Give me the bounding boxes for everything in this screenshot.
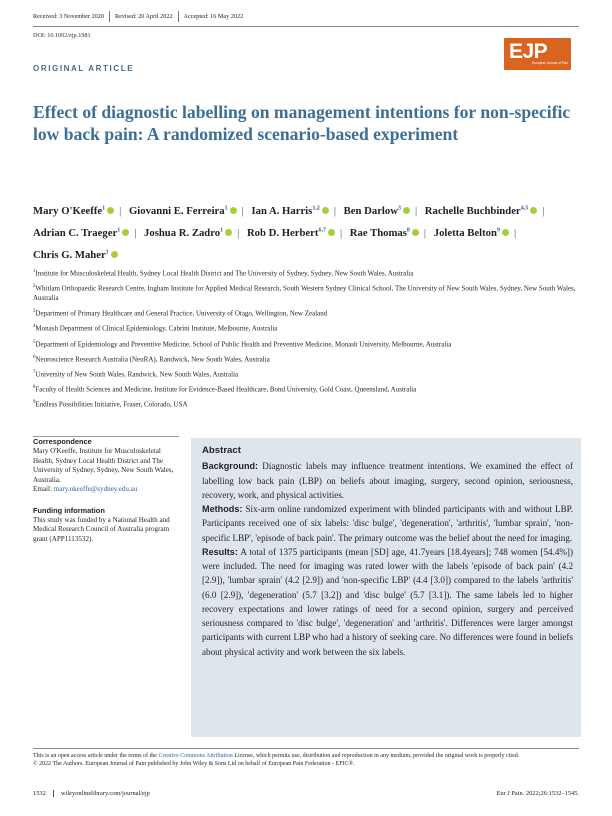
affiliation-item xyxy=(33,398,579,409)
author-affiliation-ref: 1 xyxy=(117,227,121,234)
author-separator: | xyxy=(333,204,336,217)
journal-citation: Eur J Pain. 2022;26:1532–1545. xyxy=(496,790,579,797)
funding-heading: Funding information xyxy=(33,505,105,515)
affiliation-number: 1 xyxy=(33,269,36,274)
orcid-icon[interactable] xyxy=(230,207,237,214)
correspondence-heading: Correspondence xyxy=(33,437,92,446)
orcid-icon[interactable] xyxy=(225,229,232,236)
author-name: Rae Thomas xyxy=(349,226,407,239)
author-affiliation-ref: 8 xyxy=(406,227,410,234)
orcid-icon[interactable] xyxy=(328,229,335,236)
author[interactable] xyxy=(247,227,335,239)
license-line-1 xyxy=(33,752,579,760)
author-name: Adrian C. Traeger xyxy=(33,226,118,239)
author-name: Mary O'Keeffe xyxy=(33,204,103,217)
affiliation-number: 4 xyxy=(33,324,36,330)
author-name: Giovanni E. Ferreira xyxy=(128,204,225,217)
author[interactable] xyxy=(434,227,509,239)
affiliation-item xyxy=(33,368,579,379)
abstract-heading: Abstract xyxy=(202,445,241,456)
results-label: Results: xyxy=(202,546,238,557)
author-separator: | xyxy=(423,226,427,239)
author[interactable] xyxy=(144,227,232,239)
methods-label: Methods: xyxy=(202,504,243,514)
abstract-background xyxy=(202,459,573,502)
orcid-icon[interactable] xyxy=(403,207,410,214)
affiliation-number: 8 xyxy=(33,384,36,390)
author[interactable] xyxy=(425,205,537,217)
author-separator: | xyxy=(119,204,122,217)
footer-rule xyxy=(33,748,579,749)
license-note xyxy=(33,752,579,769)
author-separator: | xyxy=(134,226,137,239)
author-list xyxy=(33,199,579,266)
affiliation-text: Department of Epidemiology and Preventive Medicine, School of Public Health and Preventive Medicine, Monash University, Melbourne, Australia xyxy=(35,339,452,348)
accepted-date: Accepted: 16 May 2022 xyxy=(183,13,244,20)
abstract-methods xyxy=(202,502,573,545)
affiliation-text: Monash Department of Clinical Epidemiology, Cabrini Institute, Melbourne, Australia xyxy=(35,324,278,333)
affiliation-text: University of New South Wales, Randwick, New South Wales, Australia xyxy=(35,370,239,379)
author-affiliation-ref: 1 xyxy=(220,227,224,234)
affiliation-number: 2 xyxy=(33,284,36,290)
orcid-icon[interactable] xyxy=(322,207,329,214)
orcid-icon[interactable] xyxy=(107,207,114,214)
results-text: A total of 1375 participants (mean [SD] age, 41.7years [18.4years]; 748 women [54.4%]) were included. The need for imaging was rated lower with the labels 'episode of back pain' (4.2 [2.9]), 'lumbar sprain' (4.2 [2.9]) and 'non-specific LBP' (4.4 [3.0]) compared to the labels 'arthritis' (6.0 [2.9]), 'degeneration' (5.7 [3.2]) and 'disc bulge' (5.7 [3.1]). The same labels led to higher recovery expectations and lower ratings of need for a second opinion, surgery and perceived seriousness compared to 'disc bulge', 'degeneration' and 'arthritis'. Differences were larger amongst participants with current LBP who had a history of seeking care. No differences were found in beliefs about physical activity and work between the six labels. xyxy=(202,546,573,657)
abstract-results xyxy=(202,545,573,659)
author[interactable] xyxy=(33,249,118,261)
author-name: Chris G. Maher xyxy=(33,249,106,262)
affiliation-item xyxy=(33,307,579,318)
affiliation-number: 6 xyxy=(33,354,36,360)
affiliation-text: Faculty of Health Sciences and Medicine, Institute for Evidence-Based Healthcare, Bond University, Gold Coast, Queensland, Australia xyxy=(35,385,417,394)
affiliation-number: 5 xyxy=(33,339,36,345)
author-name: Ian A. Harris xyxy=(251,204,313,217)
author[interactable] xyxy=(344,205,410,217)
background-text: Diagnostic labels may influence treatment intentions. We examined the effect of labelling low back pain (LBP) on beliefs about imaging, surgery, second opinion, seriousness, recovery, work, and physical activities. xyxy=(202,461,573,500)
affiliation-number: 3 xyxy=(33,309,36,315)
correspondence-email-line xyxy=(33,485,179,495)
author-name: Joshua R. Zadro xyxy=(144,226,221,239)
author-separator: | xyxy=(542,204,545,217)
author-separator: | xyxy=(241,204,244,217)
background-label: Background: xyxy=(202,461,259,472)
author-affiliation-ref: 6,7 xyxy=(318,227,326,234)
journal-logo xyxy=(504,38,571,70)
email-link[interactable]: mary.okeeffe@sydney.edu.au xyxy=(53,485,138,493)
author-affiliation-ref: 1 xyxy=(102,205,106,211)
header-rule xyxy=(33,26,579,27)
author-name: Rachelle Buchbinder xyxy=(424,204,521,217)
author[interactable] xyxy=(33,227,129,239)
affiliations xyxy=(33,267,579,413)
received-dates xyxy=(33,11,579,25)
received-date: Received: 3 November 2020 xyxy=(33,11,110,22)
affiliation-item xyxy=(33,338,579,349)
correspondence-text: Mary O'Keeffe, Institute for Musculoskeletal Health, Sydney Local Health District and The University of Sydney, Sydney, New South Wales, Australia. xyxy=(33,447,174,484)
email-label: Email: xyxy=(33,485,52,493)
orcid-icon[interactable] xyxy=(530,207,537,214)
license-text-b: License, which permits use, distribution and reproduction in any medium, provided the original work is properly cited. xyxy=(234,753,520,759)
affiliation-text: Endless Possibilities Initiative, Fraser, Colorado, USA xyxy=(35,400,188,409)
affiliation-number: 7 xyxy=(33,369,36,375)
license-text-a: This is an open access article under the terms of the xyxy=(33,753,157,759)
affiliation-item xyxy=(33,282,579,303)
author-affiliation-ref: 1 xyxy=(105,249,109,256)
author-affiliation-ref: 3 xyxy=(397,205,401,211)
journal-url[interactable]: wileyonlinelibrary.com/journal/ejp xyxy=(53,790,150,797)
sidebar-info xyxy=(33,437,179,544)
author-name: Rob D. Herbert xyxy=(246,226,319,239)
orcid-icon[interactable] xyxy=(122,229,129,236)
author-affiliation-ref: 1,2 xyxy=(312,205,320,211)
author[interactable] xyxy=(33,205,114,217)
author-name: Ben Darlow xyxy=(343,204,398,217)
author[interactable] xyxy=(251,205,328,217)
doi[interactable]: DOI: 10.1002/ejp.1981 xyxy=(33,32,91,39)
revised-date: Revised: 20 April 2022 xyxy=(110,11,179,22)
author-separator: | xyxy=(237,226,240,239)
affiliation-number: 9 xyxy=(33,400,36,405)
article-type: ORIGINAL ARTICLE xyxy=(33,64,135,73)
affiliation-text: Institute for Musculoskeletal Health, Sydney Local Health District and The University of Sydney, Sydney, New South Wales, Australia xyxy=(35,269,414,278)
orcid-icon[interactable] xyxy=(412,229,419,236)
methods-text: Six-arm online randomized experiment with blinded participants with and without LBP. Participants received one of six labels: 'disc bulge', 'degeneration', 'arthritis', 'lumbar sprain', 'non-specific LBP', 'episode of back pain'. The primary outcome was the belief about the need for imaging. xyxy=(202,504,573,543)
affiliation-text: Neuroscience Research Australia (NeuRA), Randwick, New South Wales, Australia xyxy=(35,354,270,363)
orcid-icon[interactable] xyxy=(111,251,118,258)
affiliation-item xyxy=(33,383,579,394)
affiliation-item xyxy=(33,353,579,364)
author-affiliation-ref: 4,5 xyxy=(520,205,529,211)
author-name: Joletta Belton xyxy=(433,226,497,239)
license-link[interactable]: Creative Commons Attribution xyxy=(158,753,233,759)
funding-text: This study was funded by a National Health and Medical Research Council of Australia program grant (APP1113532). xyxy=(33,515,170,543)
article-title: Effect of diagnostic labelling on management intentions for non-specific low back pain: A randomized scenario-based experiment xyxy=(33,102,571,144)
author-affiliation-ref: 1 xyxy=(224,205,228,211)
affiliation-text: Department of Primary Healthcare and General Practice, University of Otago, Wellington, New Zealand xyxy=(35,309,328,318)
abstract-box xyxy=(191,438,581,737)
author[interactable] xyxy=(350,227,419,239)
author[interactable] xyxy=(129,205,237,217)
author-separator: | xyxy=(513,226,517,239)
affiliation-item xyxy=(33,322,579,333)
page-number: 1532 xyxy=(33,790,46,797)
orcid-icon[interactable] xyxy=(502,229,509,236)
affiliation-item xyxy=(33,267,579,278)
copyright-line: © 2022 The Authors. European Journal of Pain published by John Wiley & Sons Ltd on behalf of European Pain Federation - EFIC®. xyxy=(33,761,355,768)
author-affiliation-ref: 9 xyxy=(496,227,500,234)
logo-subtext: European Journal of Pain xyxy=(532,61,568,65)
logo-text: EJP xyxy=(509,40,548,63)
author-separator: | xyxy=(339,226,343,239)
affiliation-text: Whitlam Orthopaedic Research Centre, Ingham Institute for Applied Medical Research, South Western Sydney Clinical School, The University of New South Wales, Sydney, New South Wales, Australia xyxy=(33,284,576,303)
author-separator: | xyxy=(414,204,418,217)
